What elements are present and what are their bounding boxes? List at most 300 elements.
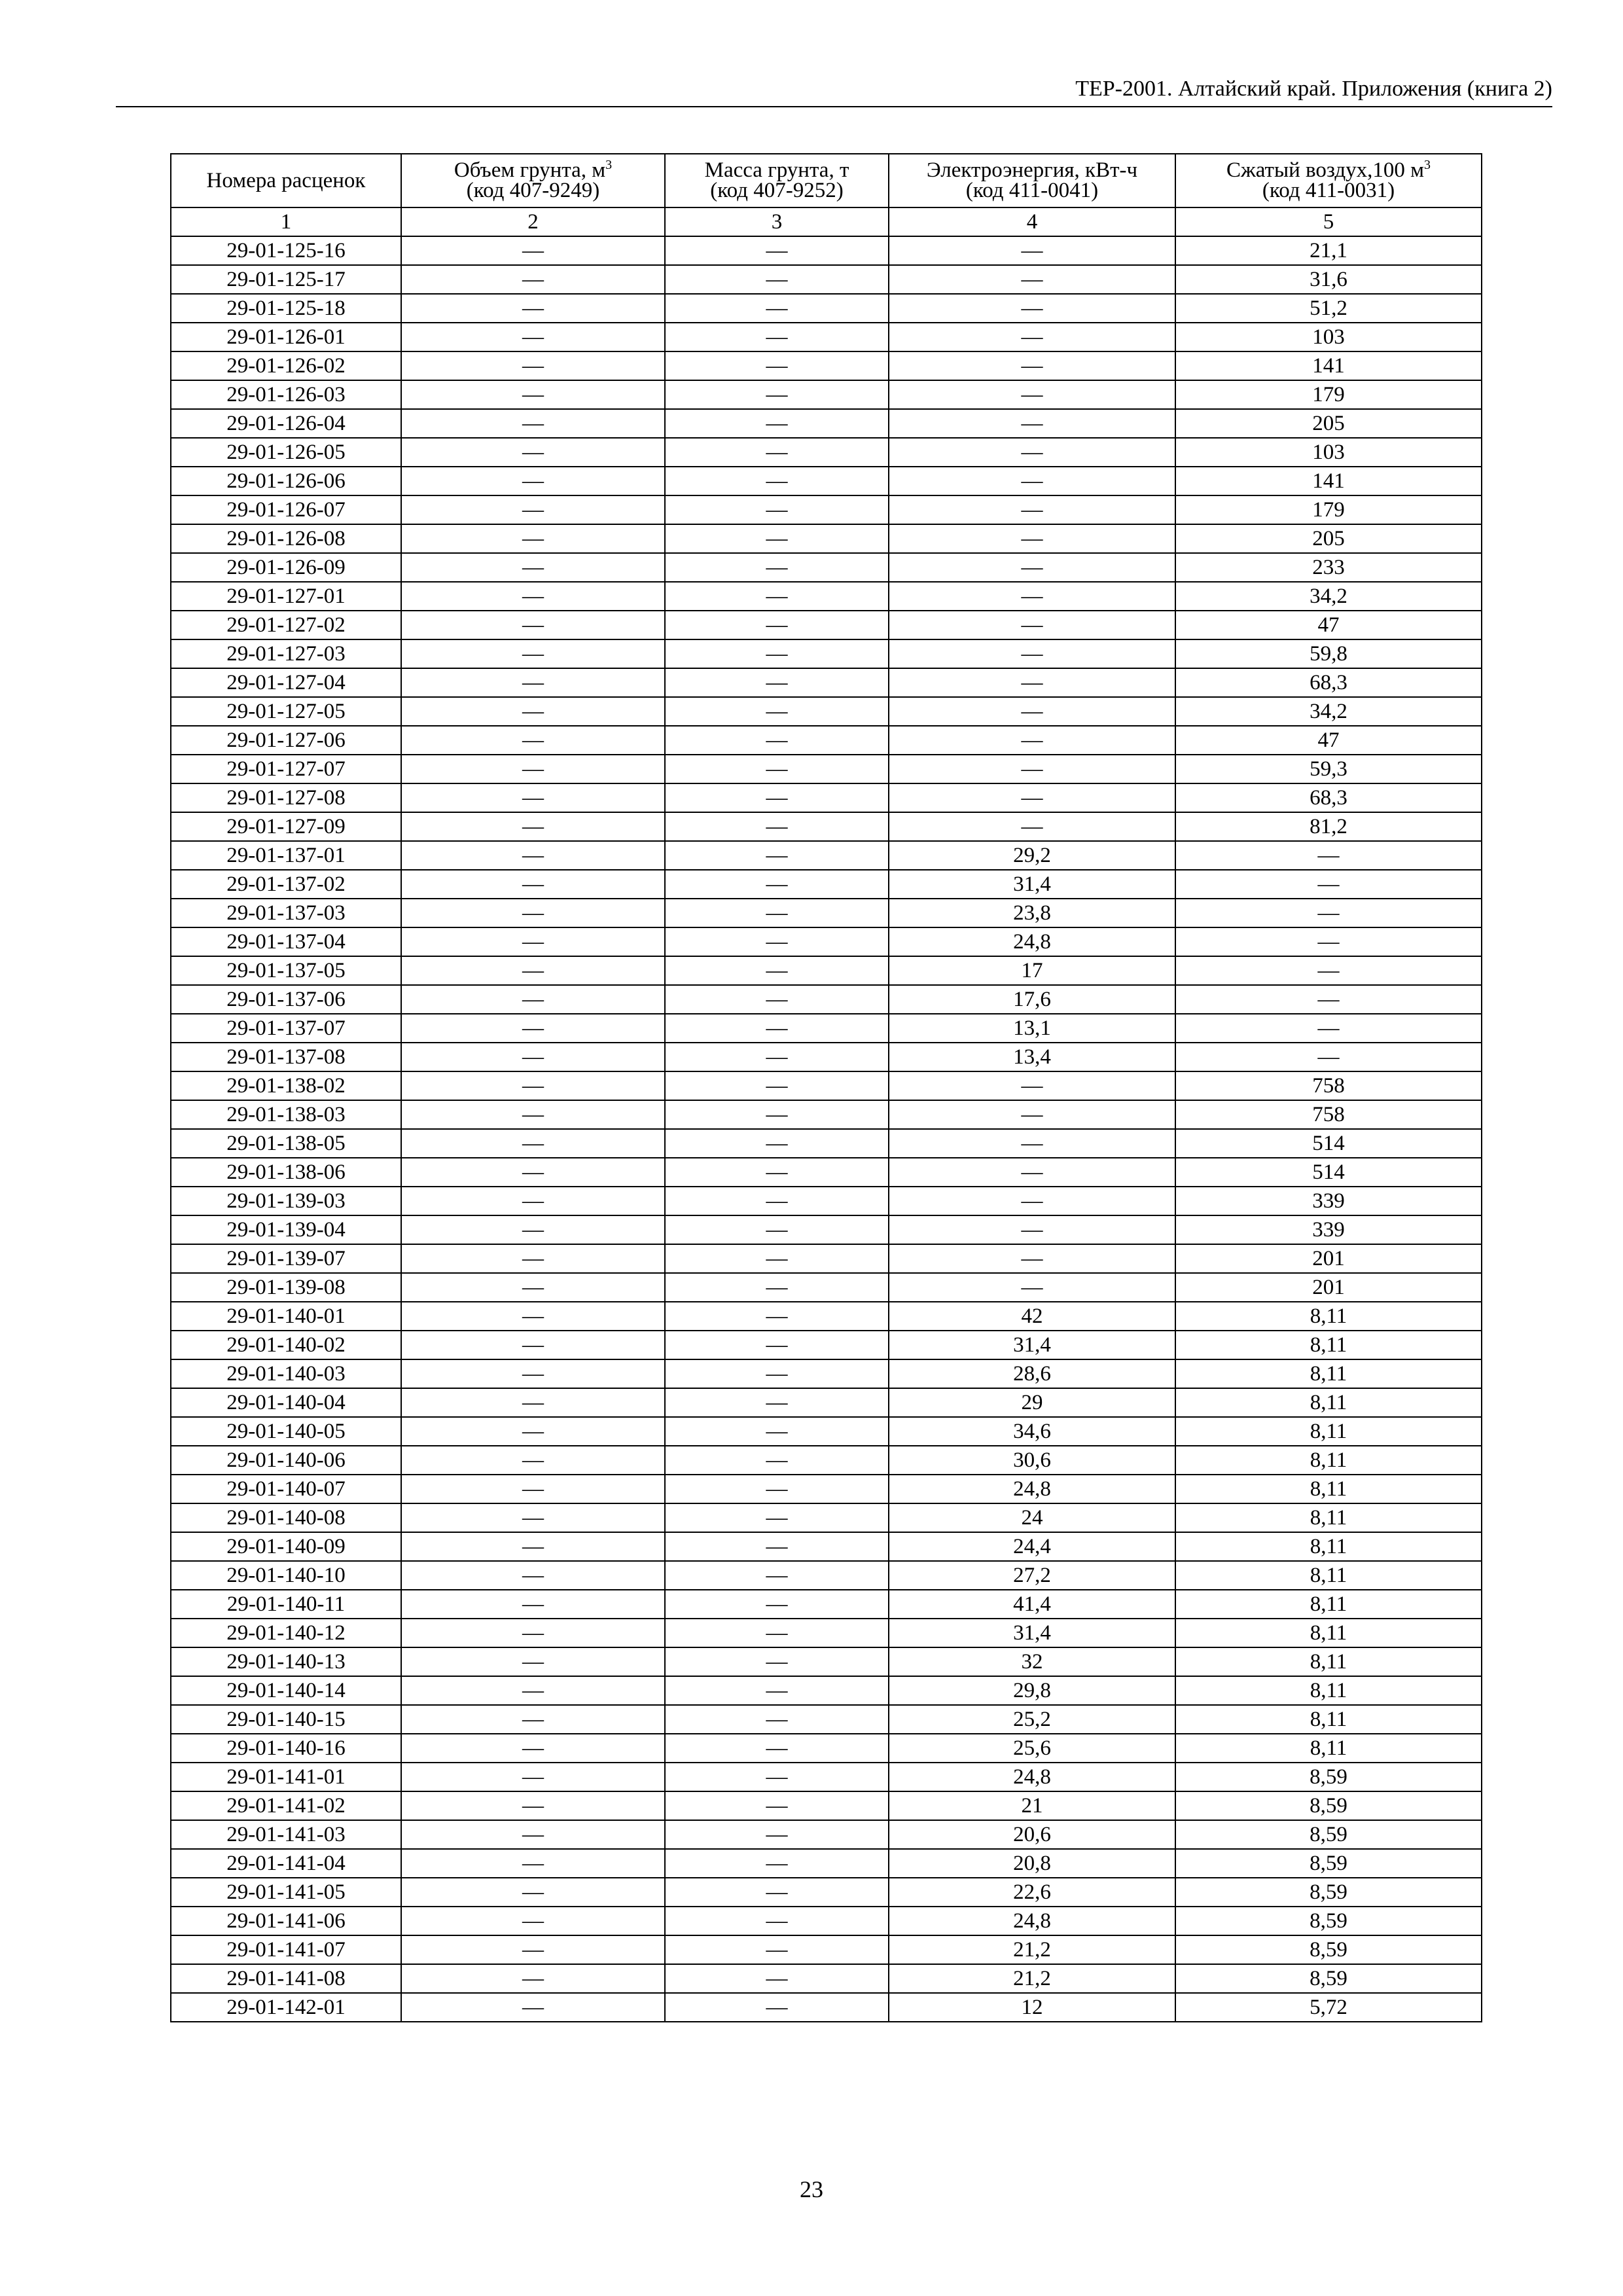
electricity-cell: 20,8: [889, 1849, 1175, 1878]
table-row: [171, 1071, 1482, 1100]
electricity-cell: 27,2: [889, 1561, 1175, 1590]
table-row: [171, 697, 1482, 726]
soil-mass-cell: —: [665, 668, 889, 697]
table-row: [171, 726, 1482, 755]
rate-number-cell: 29-01-141-01: [171, 1763, 401, 1791]
header-label: Электроэнергия, кВт-ч: [926, 158, 1138, 182]
electricity-cell: 34,6: [889, 1417, 1175, 1446]
table-row: [171, 1187, 1482, 1215]
rate-number-cell: 29-01-139-03: [171, 1187, 401, 1215]
rate-number-cell: 29-01-141-08: [171, 1964, 401, 1993]
page-header: [116, 65, 1552, 107]
table-row: [171, 524, 1482, 553]
table-row: [171, 409, 1482, 438]
soil-mass-cell: —: [665, 611, 889, 639]
table-row: [171, 1273, 1482, 1302]
table-row: [171, 1763, 1482, 1791]
table-row: [171, 668, 1482, 697]
table-row: [171, 639, 1482, 668]
soil-volume-cell: —: [401, 438, 665, 467]
column-header-soil-volume: [401, 154, 665, 207]
soil-volume-cell: —: [401, 1532, 665, 1561]
soil-volume-cell: —: [401, 524, 665, 553]
electricity-cell: 29,8: [889, 1676, 1175, 1705]
soil-mass-cell: —: [665, 438, 889, 467]
rate-number-cell: 29-01-138-02: [171, 1071, 401, 1100]
soil-volume-cell: —: [401, 927, 665, 956]
electricity-cell: 24,4: [889, 1532, 1175, 1561]
table-row: [171, 438, 1482, 467]
soil-mass-cell: —: [665, 783, 889, 812]
soil-mass-cell: —: [665, 726, 889, 755]
table-row: [171, 1417, 1482, 1446]
electricity-cell: 20,6: [889, 1820, 1175, 1849]
soil-mass-cell: —: [665, 582, 889, 611]
soil-volume-cell: —: [401, 495, 665, 524]
soil-volume-cell: —: [401, 1446, 665, 1475]
electricity-cell: —: [889, 553, 1175, 582]
header-title: ТЕР-2001. Алтайский край. Приложения (книга 2): [1075, 77, 1552, 101]
rate-number-cell: 29-01-126-05: [171, 438, 401, 467]
soil-mass-cell: —: [665, 1619, 889, 1647]
table-row: [171, 323, 1482, 351]
soil-mass-cell: —: [665, 1791, 889, 1820]
table-row: [171, 1446, 1482, 1475]
soil-mass-cell: —: [665, 956, 889, 985]
compressed-air-cell: 8,11: [1175, 1676, 1482, 1705]
compressed-air-cell: 103: [1175, 323, 1482, 351]
soil-mass-cell: —: [665, 927, 889, 956]
compressed-air-cell: 8,11: [1175, 1446, 1482, 1475]
soil-mass-cell: —: [665, 870, 889, 899]
header-code: (код 407-9249): [466, 179, 600, 202]
rate-number-cell: 29-01-127-07: [171, 755, 401, 783]
rate-number-cell: 29-01-141-04: [171, 1849, 401, 1878]
compressed-air-cell: 514: [1175, 1129, 1482, 1158]
soil-volume-cell: —: [401, 783, 665, 812]
header-label: Номера расценок: [206, 168, 366, 192]
header-code: (код 411-0041): [965, 179, 1099, 202]
soil-mass-cell: —: [665, 323, 889, 351]
column-number: 2: [401, 207, 665, 236]
column-number: 5: [1175, 207, 1482, 236]
soil-mass-cell: —: [665, 294, 889, 323]
soil-volume-cell: —: [401, 1763, 665, 1791]
rate-number-cell: 29-01-137-08: [171, 1043, 401, 1071]
electricity-cell: —: [889, 668, 1175, 697]
compressed-air-cell: 21,1: [1175, 236, 1482, 265]
compressed-air-cell: 34,2: [1175, 697, 1482, 726]
electricity-cell: 28,6: [889, 1359, 1175, 1388]
table-row: [171, 1619, 1482, 1647]
soil-volume-cell: —: [401, 755, 665, 783]
rate-number-cell: 29-01-140-01: [171, 1302, 401, 1331]
electricity-cell: —: [889, 1244, 1175, 1273]
soil-volume-cell: —: [401, 668, 665, 697]
table-row: [171, 783, 1482, 812]
rate-number-cell: 29-01-126-07: [171, 495, 401, 524]
table-row: [171, 1791, 1482, 1820]
soil-volume-cell: —: [401, 1014, 665, 1043]
table-row: [171, 1043, 1482, 1071]
soil-mass-cell: —: [665, 1647, 889, 1676]
soil-volume-cell: —: [401, 726, 665, 755]
soil-volume-cell: —: [401, 1417, 665, 1446]
table-row: [171, 927, 1482, 956]
rate-number-cell: 29-01-127-08: [171, 783, 401, 812]
table-body: [171, 236, 1482, 2022]
table-row: [171, 611, 1482, 639]
table-row: [171, 582, 1482, 611]
electricity-cell: —: [889, 495, 1175, 524]
compressed-air-cell: 141: [1175, 351, 1482, 380]
electricity-cell: 13,4: [889, 1043, 1175, 1071]
compressed-air-cell: 81,2: [1175, 812, 1482, 841]
soil-mass-cell: —: [665, 1590, 889, 1619]
compressed-air-cell: 514: [1175, 1158, 1482, 1187]
compressed-air-cell: 47: [1175, 726, 1482, 755]
electricity-cell: —: [889, 351, 1175, 380]
compressed-air-cell: 59,3: [1175, 755, 1482, 783]
compressed-air-cell: 8,11: [1175, 1388, 1482, 1417]
electricity-cell: 24,8: [889, 1763, 1175, 1791]
rate-number-cell: 29-01-126-02: [171, 351, 401, 380]
electricity-cell: —: [889, 611, 1175, 639]
compressed-air-cell: 34,2: [1175, 582, 1482, 611]
electricity-cell: —: [889, 323, 1175, 351]
electricity-cell: 31,4: [889, 1331, 1175, 1359]
soil-mass-cell: —: [665, 495, 889, 524]
soil-volume-cell: —: [401, 1503, 665, 1532]
header-row: [171, 154, 1482, 207]
electricity-cell: 32: [889, 1647, 1175, 1676]
rate-number-cell: 29-01-141-06: [171, 1907, 401, 1935]
rate-number-cell: 29-01-137-04: [171, 927, 401, 956]
soil-volume-cell: —: [401, 1993, 665, 2022]
table-row: [171, 467, 1482, 495]
rate-number-cell: 29-01-125-18: [171, 294, 401, 323]
soil-mass-cell: —: [665, 1388, 889, 1417]
electricity-cell: 24,8: [889, 1907, 1175, 1935]
electricity-cell: —: [889, 812, 1175, 841]
compressed-air-cell: 233: [1175, 553, 1482, 582]
rate-number-cell: 29-01-137-06: [171, 985, 401, 1014]
compressed-air-cell: 8,11: [1175, 1359, 1482, 1388]
soil-volume-cell: —: [401, 1215, 665, 1244]
column-number: 4: [889, 207, 1175, 236]
rate-number-cell: 29-01-127-04: [171, 668, 401, 697]
compressed-air-cell: 8,59: [1175, 1907, 1482, 1935]
soil-volume-cell: —: [401, 1331, 665, 1359]
electricity-cell: 21: [889, 1791, 1175, 1820]
electricity-cell: 29: [889, 1388, 1175, 1417]
soil-volume-cell: —: [401, 1647, 665, 1676]
table-row: [171, 1590, 1482, 1619]
column-header-rate-number: [171, 154, 401, 207]
header-label: Сжатый воздух,100 $м^3$: [1226, 158, 1431, 182]
compressed-air-cell: 59,8: [1175, 639, 1482, 668]
electricity-cell: 42: [889, 1302, 1175, 1331]
compressed-air-cell: 8,59: [1175, 1849, 1482, 1878]
rate-number-cell: 29-01-140-11: [171, 1590, 401, 1619]
rate-number-cell: 29-01-140-16: [171, 1734, 401, 1763]
page-number: 23: [800, 2176, 823, 2202]
soil-volume-cell: —: [401, 582, 665, 611]
compressed-air-cell: 51,2: [1175, 294, 1482, 323]
rate-number-cell: 29-01-127-02: [171, 611, 401, 639]
rate-number-cell: 29-01-127-05: [171, 697, 401, 726]
electricity-cell: 25,6: [889, 1734, 1175, 1763]
table-row: [171, 1475, 1482, 1503]
table-row: [171, 1993, 1482, 2022]
soil-volume-cell: —: [401, 1705, 665, 1734]
table-row: [171, 1705, 1482, 1734]
soil-volume-cell: —: [401, 351, 665, 380]
rate-number-cell: 29-01-126-08: [171, 524, 401, 553]
header-code: (код 407-9252): [710, 179, 844, 202]
compressed-air-cell: 205: [1175, 524, 1482, 553]
compressed-air-cell: 8,11: [1175, 1331, 1482, 1359]
electricity-cell: —: [889, 755, 1175, 783]
soil-volume-cell: —: [401, 841, 665, 870]
soil-mass-cell: —: [665, 1820, 889, 1849]
table-row: [171, 1014, 1482, 1043]
rate-number-cell: 29-01-140-14: [171, 1676, 401, 1705]
rate-number-cell: 29-01-140-02: [171, 1331, 401, 1359]
compressed-air-cell: 8,59: [1175, 1964, 1482, 1993]
table-row: [171, 1820, 1482, 1849]
soil-mass-cell: —: [665, 409, 889, 438]
soil-mass-cell: —: [665, 1215, 889, 1244]
soil-mass-cell: —: [665, 1878, 889, 1907]
soil-volume-cell: —: [401, 323, 665, 351]
soil-mass-cell: —: [665, 524, 889, 553]
soil-mass-cell: —: [665, 1763, 889, 1791]
compressed-air-cell: —: [1175, 1043, 1482, 1071]
soil-volume-cell: —: [401, 1475, 665, 1503]
rate-number-cell: 29-01-137-07: [171, 1014, 401, 1043]
soil-volume-cell: —: [401, 1273, 665, 1302]
soil-volume-cell: —: [401, 812, 665, 841]
soil-volume-cell: —: [401, 1676, 665, 1705]
table-row: [171, 1158, 1482, 1187]
electricity-cell: 12: [889, 1993, 1175, 2022]
compressed-air-cell: 8,59: [1175, 1763, 1482, 1791]
electricity-cell: 24,8: [889, 1475, 1175, 1503]
compressed-air-cell: 339: [1175, 1187, 1482, 1215]
superscript: 3: [1424, 158, 1431, 172]
soil-volume-cell: —: [401, 1359, 665, 1388]
soil-volume-cell: —: [401, 870, 665, 899]
soil-volume-cell: —: [401, 1964, 665, 1993]
compressed-air-cell: —: [1175, 841, 1482, 870]
table-row: [171, 1964, 1482, 1993]
table-row: [171, 1849, 1482, 1878]
soil-mass-cell: —: [665, 1561, 889, 1590]
soil-volume-cell: —: [401, 1878, 665, 1907]
rate-number-cell: 29-01-142-01: [171, 1993, 401, 2022]
rate-number-cell: 29-01-137-03: [171, 899, 401, 927]
rate-number-cell: 29-01-126-09: [171, 553, 401, 582]
soil-volume-cell: —: [401, 409, 665, 438]
soil-volume-cell: —: [401, 1561, 665, 1590]
soil-volume-cell: —: [401, 265, 665, 294]
table-row: [171, 1676, 1482, 1705]
soil-mass-cell: —: [665, 1417, 889, 1446]
rate-number-cell: 29-01-137-02: [171, 870, 401, 899]
soil-mass-cell: —: [665, 1244, 889, 1273]
table-row: [171, 553, 1482, 582]
compressed-air-cell: —: [1175, 899, 1482, 927]
electricity-cell: —: [889, 697, 1175, 726]
soil-mass-cell: —: [665, 1993, 889, 2022]
soil-mass-cell: —: [665, 1100, 889, 1129]
rate-number-cell: 29-01-140-08: [171, 1503, 401, 1532]
electricity-cell: —: [889, 438, 1175, 467]
compressed-air-cell: —: [1175, 870, 1482, 899]
compressed-air-cell: 5,72: [1175, 1993, 1482, 2022]
rate-number-cell: 29-01-141-05: [171, 1878, 401, 1907]
electricity-cell: 21,2: [889, 1964, 1175, 1993]
compressed-air-cell: 47: [1175, 611, 1482, 639]
compressed-air-cell: 8,59: [1175, 1820, 1482, 1849]
soil-mass-cell: —: [665, 351, 889, 380]
soil-mass-cell: —: [665, 1129, 889, 1158]
soil-mass-cell: —: [665, 1187, 889, 1215]
electricity-cell: 41,4: [889, 1590, 1175, 1619]
compressed-air-cell: 31,6: [1175, 265, 1482, 294]
electricity-cell: 31,4: [889, 1619, 1175, 1647]
compressed-air-cell: 8,11: [1175, 1619, 1482, 1647]
compressed-air-cell: 8,11: [1175, 1532, 1482, 1561]
electricity-cell: 25,2: [889, 1705, 1175, 1734]
rate-number-cell: 29-01-140-05: [171, 1417, 401, 1446]
table-row: [171, 495, 1482, 524]
table-row: [171, 985, 1482, 1014]
soil-volume-cell: —: [401, 1043, 665, 1071]
compressed-air-cell: 205: [1175, 409, 1482, 438]
soil-volume-cell: —: [401, 553, 665, 582]
soil-mass-cell: —: [665, 1964, 889, 1993]
rate-number-cell: 29-01-140-15: [171, 1705, 401, 1734]
table-row: [171, 1503, 1482, 1532]
electricity-cell: 29,2: [889, 841, 1175, 870]
soil-mass-cell: —: [665, 1705, 889, 1734]
compressed-air-cell: 68,3: [1175, 783, 1482, 812]
rate-number-cell: 29-01-140-03: [171, 1359, 401, 1388]
soil-volume-cell: —: [401, 985, 665, 1014]
table-row: [171, 1359, 1482, 1388]
soil-mass-cell: —: [665, 1273, 889, 1302]
table-row: [171, 956, 1482, 985]
electricity-cell: —: [889, 380, 1175, 409]
electricity-cell: 23,8: [889, 899, 1175, 927]
soil-mass-cell: —: [665, 1331, 889, 1359]
soil-mass-cell: —: [665, 1302, 889, 1331]
soil-volume-cell: —: [401, 467, 665, 495]
table-row: [171, 265, 1482, 294]
soil-mass-cell: —: [665, 639, 889, 668]
rate-number-cell: 29-01-126-06: [171, 467, 401, 495]
soil-volume-cell: —: [401, 639, 665, 668]
electricity-cell: 17,6: [889, 985, 1175, 1014]
header-label: Масса грунта, т: [704, 158, 849, 182]
soil-volume-cell: —: [401, 697, 665, 726]
electricity-cell: —: [889, 409, 1175, 438]
soil-mass-cell: —: [665, 1043, 889, 1071]
rate-number-cell: 29-01-140-13: [171, 1647, 401, 1676]
soil-mass-cell: —: [665, 1935, 889, 1964]
soil-mass-cell: —: [665, 236, 889, 265]
soil-mass-cell: —: [665, 467, 889, 495]
rate-number-cell: 29-01-125-16: [171, 236, 401, 265]
rate-number-cell: 29-01-127-03: [171, 639, 401, 668]
table-row: [171, 1734, 1482, 1763]
soil-mass-cell: —: [665, 1676, 889, 1705]
soil-mass-cell: —: [665, 697, 889, 726]
compressed-air-cell: 201: [1175, 1244, 1482, 1273]
soil-volume-cell: —: [401, 1100, 665, 1129]
table-header: [171, 154, 1482, 236]
soil-volume-cell: —: [401, 899, 665, 927]
table-row: [171, 1935, 1482, 1964]
soil-volume-cell: —: [401, 1388, 665, 1417]
electricity-cell: 17: [889, 956, 1175, 985]
soil-volume-cell: —: [401, 1187, 665, 1215]
soil-volume-cell: —: [401, 611, 665, 639]
rate-number-cell: 29-01-125-17: [171, 265, 401, 294]
soil-mass-cell: —: [665, 265, 889, 294]
soil-volume-cell: —: [401, 1935, 665, 1964]
electricity-cell: 30,6: [889, 1446, 1175, 1475]
rate-number-cell: 29-01-138-06: [171, 1158, 401, 1187]
electricity-cell: —: [889, 1158, 1175, 1187]
soil-volume-cell: —: [401, 1158, 665, 1187]
electricity-cell: 31,4: [889, 870, 1175, 899]
soil-mass-cell: —: [665, 1907, 889, 1935]
soil-volume-cell: —: [401, 1071, 665, 1100]
electricity-cell: —: [889, 1187, 1175, 1215]
column-number: 3: [665, 207, 889, 236]
electricity-cell: —: [889, 639, 1175, 668]
column-header-soil-mass: [665, 154, 889, 207]
electricity-cell: —: [889, 1273, 1175, 1302]
rate-number-cell: 29-01-139-04: [171, 1215, 401, 1244]
compressed-air-cell: 8,11: [1175, 1647, 1482, 1676]
rate-number-cell: 29-01-140-12: [171, 1619, 401, 1647]
rate-number-cell: 29-01-141-02: [171, 1791, 401, 1820]
superscript: 3: [605, 158, 613, 172]
compressed-air-cell: 8,11: [1175, 1475, 1482, 1503]
soil-mass-cell: —: [665, 1849, 889, 1878]
soil-volume-cell: —: [401, 1590, 665, 1619]
table-row: [171, 1244, 1482, 1273]
table-row: [171, 1561, 1482, 1590]
soil-mass-cell: —: [665, 1014, 889, 1043]
header-label: Объем грунта, $м^3$: [454, 158, 613, 182]
column-header-electricity: [889, 154, 1175, 207]
electricity-cell: —: [889, 1129, 1175, 1158]
compressed-air-cell: 201: [1175, 1273, 1482, 1302]
soil-mass-cell: —: [665, 1071, 889, 1100]
compressed-air-cell: 758: [1175, 1071, 1482, 1100]
compressed-air-cell: 179: [1175, 380, 1482, 409]
soil-mass-cell: —: [665, 755, 889, 783]
soil-mass-cell: —: [665, 1446, 889, 1475]
soil-mass-cell: —: [665, 812, 889, 841]
column-number-row: [171, 207, 1482, 236]
compressed-air-cell: —: [1175, 985, 1482, 1014]
